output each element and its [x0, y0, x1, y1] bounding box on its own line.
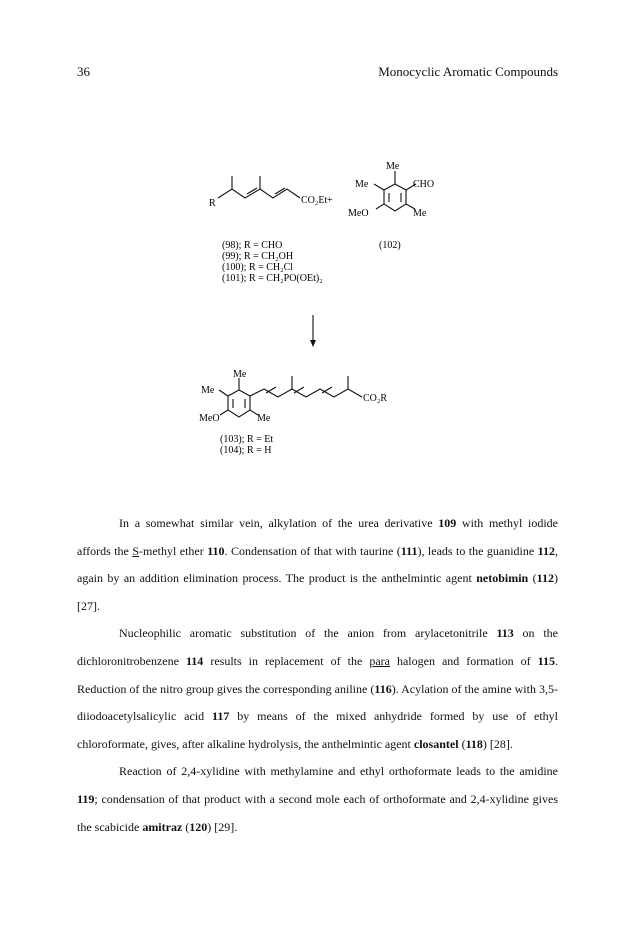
text-run: (: [182, 819, 190, 834]
text-run: . Reduction of the nitro group gives the corresponding aniline (: [77, 653, 558, 696]
bold-run: 119: [77, 791, 95, 806]
text-run: with methyl iodide affords the: [77, 516, 558, 558]
methoxy-label: MeO: [199, 413, 220, 424]
compound-number: (102): [379, 240, 401, 251]
bold-run: 118: [465, 736, 483, 751]
bold-run: 109: [438, 516, 457, 530]
body-paragraph: [77, 620, 558, 758]
bold-run: 114: [185, 653, 204, 668]
body-paragraph: [77, 758, 558, 841]
carboxyl-group-label: CO₂R: [363, 393, 388, 404]
methyl-label: Me: [233, 369, 247, 380]
body-paragraph: [77, 510, 558, 620]
text-run: ), leads to the guanidine: [417, 543, 538, 558]
bold-run: 117: [212, 709, 230, 724]
text-run: on the dichloronitrobenzene: [77, 626, 558, 668]
underlined-run: S: [132, 543, 139, 558]
text-run: ) [27].: [77, 571, 559, 613]
text-run: ). Acylation of the amine with 3,5-diiodoacetylsalicylic acid: [77, 681, 558, 724]
compound-variant-label: (99); R = CH₂OH: [222, 251, 294, 262]
text-run: ; condensation of that product with a second mole each of orthoformate and 2,4-xylidine gives the scabicide: [77, 791, 558, 834]
methyl-label: Me: [201, 385, 215, 396]
text-run: . Condensation of that with taurine (: [224, 543, 401, 558]
bold-run: 112: [537, 543, 555, 558]
aryl-aldehyde-structure: [374, 171, 416, 211]
running-title: Monocyclic Aromatic Compounds: [378, 64, 558, 79]
text-run: In a somewhat similar vein, alkylation of the urea derivative: [119, 516, 439, 530]
compound-variant-label: (98); R = CHO: [222, 240, 283, 251]
product-structure: [219, 376, 362, 417]
body-text: [77, 510, 558, 841]
compound-variant-label: (104); R = H: [220, 445, 272, 456]
underlined-run: para: [369, 653, 390, 668]
compound-variant-label: (103); R = Et: [220, 434, 274, 445]
page-number: 36: [77, 64, 90, 79]
r-substituent-label: R: [209, 198, 216, 209]
bold-run: closantel: [413, 736, 459, 751]
text-run: Reaction of 2,4-xylidine with methylamine and ethyl orthoformate leads to the amidine: [119, 764, 558, 779]
bold-run: 112: [536, 571, 555, 586]
bold-run: 110: [207, 543, 225, 558]
polyene-ester-structure: [218, 176, 300, 198]
bold-run: 116: [374, 681, 392, 696]
plus-sign: +: [327, 195, 333, 206]
text-run: by means of the mixed anhydride formed by use of ethyl chloroformate, gives, after alkaline hydrolysis, the anthelmintic agent: [77, 709, 558, 751]
methyl-label: Me: [257, 413, 271, 424]
aldehyde-label: CHO: [413, 179, 435, 190]
methoxy-label: MeO: [348, 208, 369, 219]
text-run: halogen and formation of: [389, 653, 538, 668]
text-run: Nucleophilic aromatic substitution of the anion from arylacetonitrile: [119, 626, 497, 641]
bold-run: 115: [537, 653, 555, 668]
text-run: (: [528, 571, 537, 586]
bold-run: netobimin: [476, 571, 529, 586]
text-run: ) [28].: [482, 736, 513, 751]
text-run: -methyl ether: [139, 543, 208, 558]
compound-variant-label: (100); R = CH₂Cl: [222, 262, 294, 273]
text-run: (: [458, 736, 466, 751]
methyl-label: Me: [413, 208, 427, 219]
text-run: results in replacement of the: [203, 653, 370, 668]
bold-run: 120: [189, 819, 208, 834]
compound-variant-label: (101); R = CH₂PO(OEt)₂: [222, 273, 323, 284]
bold-run: 111: [400, 543, 418, 558]
bold-run: amitraz: [142, 819, 183, 834]
text-run: , again by an addition elimination process. The product is the anthelmintic agent: [77, 543, 558, 586]
methyl-label: Me: [386, 161, 400, 172]
bold-run: 113: [496, 626, 514, 641]
text-run: ) [29].: [207, 819, 238, 834]
ester-group-label: CO₂Et: [301, 195, 328, 206]
methyl-label: Me: [355, 179, 369, 190]
